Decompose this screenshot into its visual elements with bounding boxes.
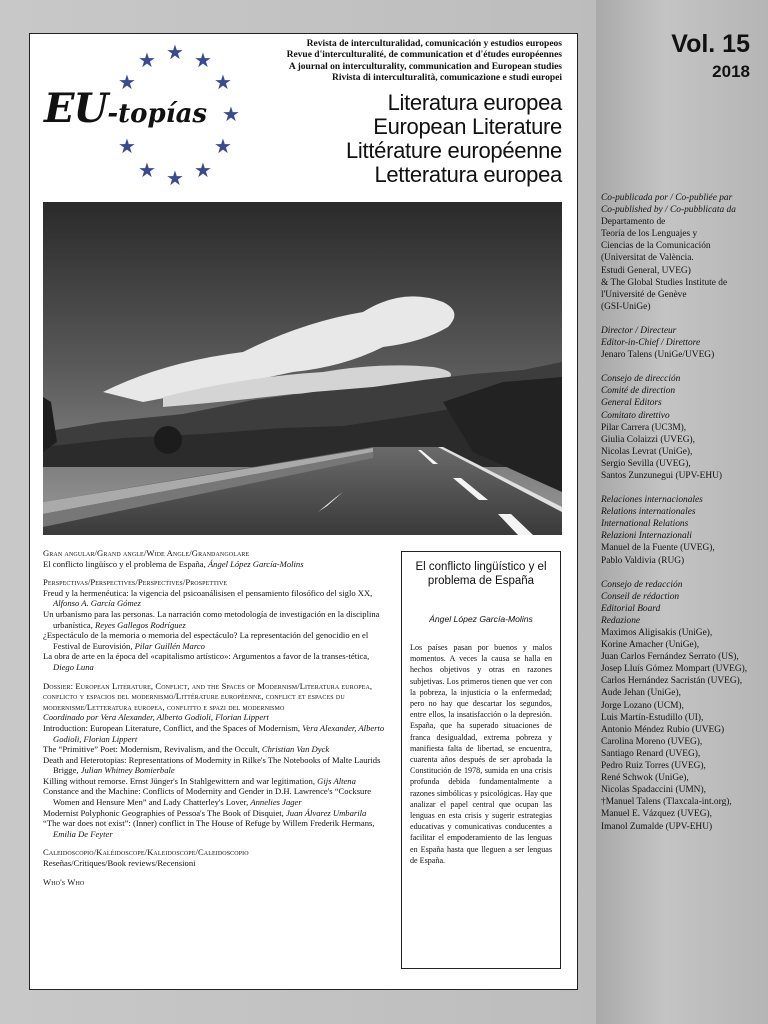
toc-entry-title: Constance and the Machine: Conflicts of Modernity and Gender in D.H. Lawrence's “Cocksure Women and Hensure Men” and Lady Chatterley's Lover, xyxy=(43,786,372,808)
masthead-heading: Editorial Board xyxy=(601,603,661,614)
masthead-line: Jorge Lozano (UCM), xyxy=(601,700,684,711)
masthead-line: Carolina Moreno (UVEG), xyxy=(601,736,703,747)
tagline-it: Rivista di interculturalità, comunicazione e studi europei xyxy=(331,72,562,83)
article-abstract: Los países pasan por buenos y malos momentos. A veces la causa se halla en hechos objetivos y otras en razones subjetivas. Los primeros tienen que ver con la pobreza, la injusticia o la enfermedad; pero no hay que descartar los segundos, entre ellos, la insatisfacción o la depresión. España, que ha superado situaciones de franca desigualdad, extrema pobreza y manifiesta falta de libertad, se encuentra, cuarenta años después de ser aprobada la Constitución de 1978, sumida en una crisis profunda debida fundamentalmente a razones simbólicas y psicológicas. Hay que analizar el papel central que ocupan las lenguas en esta crisis y sugerir estrategias educativas y comunicativas conducentes a facilitar el empoderamiento de las lenguas en España hasta que lleguen a ser lenguas de España. xyxy=(410,643,552,865)
toc-entry-title: The “Primitive” Poet: Modernism, Revivalism, and the Occult, xyxy=(43,744,262,755)
masthead-line: Estudi General, UVEG) xyxy=(601,265,691,276)
toc-entry xyxy=(43,630,388,651)
cover-photo xyxy=(43,202,562,535)
masthead-heading: International Relations xyxy=(601,519,689,530)
volume-label: Vol. 15 xyxy=(671,30,750,58)
masthead-line: Josep Lluís Gómez Mompart (UVEG), xyxy=(601,664,748,675)
toc-entry-author: Juan Álvarez Umbarila xyxy=(285,807,367,818)
star-icon: ★ xyxy=(214,70,232,94)
toc-entry-author: Alfonso A. García Gómez xyxy=(53,598,141,609)
masthead-heading: Relations internationales xyxy=(601,507,696,518)
toc-entry xyxy=(43,588,388,609)
star-icon: ★ xyxy=(118,134,136,158)
star-icon: ★ xyxy=(166,40,184,64)
masthead-line: Pedro Ruiz Torres (UVEG), xyxy=(601,761,706,772)
issue-titles xyxy=(255,91,562,187)
masthead-line: Sergio Sevilla (UVEG), xyxy=(601,458,691,469)
masthead-line: l'Université de Genève xyxy=(601,289,687,300)
toc-entry xyxy=(43,755,388,776)
toc-entry-title: Un urbanismo para las personas. La narración como metodología de investigación en la disciplina urbanística, xyxy=(43,608,380,630)
masthead xyxy=(601,192,766,845)
section-dossier: Dossier: European Literature, Conflict, and the Spaces of Modernism/Literatura europea, conflicto y espacios del modernismo/Littérature européenne, conflict et espaces du modernisme/Letteratura europea, conflitto e spazi del modernismo xyxy=(43,680,373,712)
toc-entry-title: ¿Espectáculo de la memoria o memoria del espectáculo? La representación del genocidio en el Festival de Eurovisión, xyxy=(43,630,369,651)
toc-entry xyxy=(43,651,388,672)
masthead-heading: Consejo de redacción xyxy=(601,579,683,590)
masthead-line: (GSI-UniGe) xyxy=(601,301,651,312)
masthead-heading: Relaciones internacionales xyxy=(601,495,703,506)
star-icon: ★ xyxy=(194,158,212,182)
title-es: Literatura europea xyxy=(387,90,562,115)
section-caleidoscopio: Caleidoscopio/Kaléidoscope/Kaleidoscope/Caleidoscopio xyxy=(43,847,249,858)
masthead-heading: Redazione xyxy=(601,615,641,626)
masthead-line: Giulia Colaizzi (UVEG), xyxy=(601,434,695,445)
masthead-heading: General Editors xyxy=(601,398,662,409)
toc-entry-author: Vera Alexander, Alberto Godioli, Florian Lippert xyxy=(53,722,385,744)
toc-entry-author: Ángel López García-Molins xyxy=(207,558,304,569)
toc-entry-author: Annelies Jager xyxy=(250,797,302,808)
tagline-fr: Revue d'interculturalité, de communication et d'études européennes xyxy=(286,50,562,61)
star-icon: ★ xyxy=(138,48,156,72)
masthead-line: Juan Carlos Fernández Serrato (US), xyxy=(601,652,739,663)
masthead-heading: Relazioni Internazionali xyxy=(601,531,692,542)
star-icon: ★ xyxy=(214,134,232,158)
toc-entry-author: Gijs Altena xyxy=(317,775,356,786)
toc-entry-title: “The war does not exist”: (Inner) conflict in The House of Refuge by Willem Frederik Hermans, xyxy=(43,818,375,829)
coordinators-text: Coordinado por Vera Alexander, Alberto Godioli, Florian Lippert xyxy=(43,712,269,723)
toc-entry xyxy=(43,808,388,819)
masthead-line: & The Global Studies Institute de xyxy=(601,277,728,288)
masthead-line: Antonio Méndez Rubio (UVEG) xyxy=(601,724,725,735)
star-icon: ★ xyxy=(222,102,240,126)
dossier-coordinators xyxy=(43,712,388,723)
toc-entry xyxy=(43,559,388,570)
logo-topias: -topías xyxy=(107,99,208,129)
masthead-line: René Schwok (UniGe), xyxy=(601,773,689,784)
masthead-heading: Editor-in-Chief / Direttore xyxy=(601,338,701,349)
star-icon: ★ xyxy=(166,166,184,190)
toc-entry-title: La obra de arte en la época del «capitalismo artístico»: Argumentos a favor de la transes-tética, xyxy=(43,651,370,662)
masthead-line: Pablo Valdivia (RUG) xyxy=(601,555,685,566)
title-fr: Littérature européenne xyxy=(345,138,562,163)
masthead-line: Carlos Hernández Sacristán (UVEG), xyxy=(601,676,743,687)
taglines xyxy=(250,39,562,84)
toc-entry-title: Death and Heterotopias: Representations of Modernity in Rilke's The Notebooks of Malte Laurids Brigge, xyxy=(43,754,381,776)
tagline-es: Revista de interculturalidad, comunicación y estudios europeos xyxy=(306,39,562,49)
masthead-line: Pilar Carrera (UC3M), xyxy=(601,422,687,433)
copublished-block xyxy=(601,192,766,313)
toc-entry xyxy=(43,818,388,839)
article-title: El conflicto lingüístico y el problema de España xyxy=(415,561,547,587)
masthead-line: Manuel E. Vázquez (UVEG), xyxy=(601,809,712,820)
tagline-en: A journal on interculturality, communication and European studies xyxy=(288,61,562,72)
masthead-line: Santiago Renard (UVEG), xyxy=(601,748,701,759)
masthead-line: †Manuel Talens (Tlaxcala-int.org), xyxy=(601,797,732,808)
masthead-line: Jenaro Talens (UniGe/UVEG) xyxy=(601,350,715,361)
toc-entry-title: El conflicto lingüísco y el problema de España, xyxy=(43,558,208,569)
star-icon: ★ xyxy=(138,158,156,182)
article-author: Ángel López García-Molins xyxy=(429,614,533,624)
toc-entry-author: Reyes Gallegos Rodríguez xyxy=(95,619,186,630)
toc-entry-author: Christian Van Dyck xyxy=(261,744,330,755)
logo-eu: EU xyxy=(44,85,108,132)
masthead-line: Santos Zunzunegui (UPV-EHU) xyxy=(601,470,722,481)
toc-entry-author: Pilar Guillén Marco xyxy=(134,640,205,651)
toc-entry-title: Introduction: European Literature, Conflict, and the Spaces of Modernism, xyxy=(43,722,303,733)
masthead-line: (Universitat de València. xyxy=(601,253,694,264)
toc-entry xyxy=(43,776,388,787)
toc-entry-title: Modernist Polyphonic Geographies of Pessoa's The Book of Disquiet, xyxy=(43,807,286,818)
international-relations-block xyxy=(601,494,766,567)
star-icon: ★ xyxy=(194,48,212,72)
masthead-line: Korine Amacher (UniGe), xyxy=(601,640,700,651)
toc-entry-title: Killing without remorse. Ernst Jünger's In Stahlgewittern and war legitimation, xyxy=(43,775,318,786)
toc-entry xyxy=(43,786,388,807)
featured-article xyxy=(401,551,561,969)
star-icon: ★ xyxy=(118,70,136,94)
masthead-line: Luis Martín-Estudillo (UI), xyxy=(601,712,704,723)
section-whos-who: Who's Who xyxy=(43,876,85,887)
toc-entry-title: Freud y la hermenéutica: la vigencia del psicoanálisisen el pensamiento filosófico del siglo XX, xyxy=(43,587,373,598)
masthead-heading: Consejo de dirección xyxy=(601,374,681,385)
toc-entry-author: Emilia De Feyter xyxy=(53,828,113,839)
general-editors-block xyxy=(601,373,766,482)
editorial-board-block xyxy=(601,579,766,833)
masthead-line: Imanol Zumalde (UPV-EHU) xyxy=(601,821,713,832)
masthead-heading: Co-publicada por / Co-publiée par xyxy=(601,193,733,203)
year-label: 2018 xyxy=(712,62,750,81)
section-gran-angular: Gran angular/Grand angle/Wide Angle/Grandangolare xyxy=(43,548,250,558)
masthead-heading: Comitato direttivo xyxy=(601,410,670,421)
director-block xyxy=(601,325,766,361)
masthead-line: Aude Jehan (UniGe), xyxy=(601,688,681,699)
title-en: European Literature xyxy=(373,114,562,139)
masthead-heading: Conseil de rédaction xyxy=(601,591,680,602)
eu-topias-logo xyxy=(44,85,207,132)
masthead-heading: Co-published by / Co-pubblicata da xyxy=(601,205,736,216)
toc-entry xyxy=(43,723,388,744)
masthead-heading: Comité de direction xyxy=(601,386,676,397)
toc-entry xyxy=(43,609,388,630)
masthead-line: Maximos Aligisakis (UniGe), xyxy=(601,628,713,638)
toc-entry-author: Diego Luna xyxy=(53,661,94,672)
masthead-line: Manuel de la Fuente (UVEG), xyxy=(601,543,715,554)
masthead-line: Ciencias de la Comunicación xyxy=(601,241,711,252)
masthead-line: Teoría de los Lenguajes y xyxy=(601,229,698,240)
masthead-line: Nicolas Levrat (UniGe), xyxy=(601,446,693,457)
toc-entry-author: Julian Whitney Bomierbale xyxy=(80,765,175,776)
masthead-line: Departamento de xyxy=(601,217,666,228)
masthead-line: Nicolas Spadaccini (UMN), xyxy=(601,785,706,796)
section-perspectivas: Perspectivas/Perspectives/Perspectives/Prospettive xyxy=(43,577,228,588)
table-of-contents xyxy=(43,548,388,887)
masthead-heading: Director / Directeur xyxy=(601,325,677,336)
toc-entry xyxy=(43,744,388,755)
title-it: Letteratura europea xyxy=(374,162,562,187)
section-resenas: Reseñas/Critiques/Book reviews/Recensioni xyxy=(43,858,196,869)
